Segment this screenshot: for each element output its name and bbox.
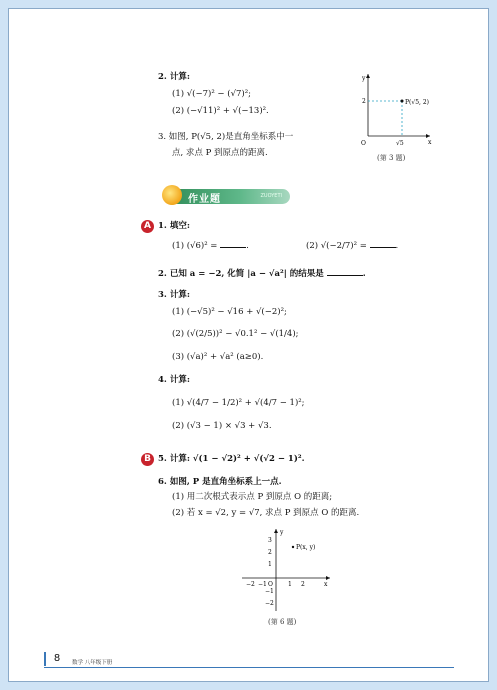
q3-top-line1: 3. 如图, P(√5, 2)是直角坐标系中一 [158, 132, 294, 142]
qa4-part1: (1) √(4/7 − 1/2)² + √(4/7 − 1)²; [172, 398, 305, 408]
qa4-title: 4. 计算: [158, 375, 190, 385]
fig6-x-axis-label: x [324, 581, 328, 588]
answer-blank [327, 267, 363, 276]
fig3-origin-label: O [361, 140, 366, 147]
footer-book-title: 数学 八年级下册 [72, 660, 113, 666]
q2-top-title: 2. 计算: [158, 72, 190, 82]
answer-blank [220, 239, 246, 248]
qb6-line1: 6. 如图, P 是直角坐标系上一点. [158, 477, 282, 487]
figure-q6-coordinate-plane [238, 525, 338, 615]
qa3-part3: (3) (√a)² + √a² (a≥0). [172, 352, 264, 362]
fig6-y-axis-label: y [280, 529, 284, 536]
qa3-part2: (2) (√(2/5))² − √0.1² − √(1/4); [172, 329, 299, 339]
fig6-x-tick: 2 [301, 581, 305, 588]
banner-subtitle: ZUOYETI [260, 193, 282, 199]
fig6-y-tick: −1 [265, 588, 274, 595]
qb6-part2: (2) 若 x = √2, y = √7, 求点 P 到原点 O 的距离. [172, 508, 360, 518]
homework-banner [166, 189, 290, 204]
fig6-origin-label: O [268, 581, 273, 588]
q3-top-line2: 点, 求点 P 到原点的距离. [172, 148, 268, 158]
fig6-y-tick: −2 [265, 600, 274, 607]
fig6-y-tick: 3 [268, 537, 272, 544]
fig3-x-tick: √5 [396, 140, 404, 147]
footer-divider [44, 667, 454, 668]
qa2: 2. 已知 a = −2, 化简 |a − √a²| 的结果是 . [158, 269, 366, 279]
fig6-y-tick: 2 [268, 549, 272, 556]
q2-top-part2: (2) (−√11)² + √(−13)². [172, 106, 269, 116]
qb6-part1: (1) 用二次根式表示点 P 到原点 O 的距离; [172, 492, 333, 502]
fig6-x-tick: −1 [258, 581, 267, 588]
q2-top-part1: (1) √(−7)² − (√7)²; [172, 89, 251, 99]
fig6-caption: (第 6 题) [268, 618, 297, 626]
qa1-part2: (2) √(−2/7)² = . [306, 241, 399, 251]
banner-title: 作业题 [188, 194, 221, 205]
fig6-y-tick: 1 [268, 561, 272, 568]
fig3-y-axis-label: y [362, 75, 366, 82]
qa3-part1: (1) (−√5)² − √16 + √(−2)²; [172, 307, 287, 317]
section-b-badge: B [141, 453, 154, 466]
qa4-part2: (2) (√3 − 1) × √3 + √3. [172, 421, 272, 431]
fig6-x-tick: −2 [246, 581, 255, 588]
fig6-point-label: P(x, y) [296, 544, 316, 551]
page-number: 8 [44, 652, 68, 666]
qa1-title: 1. 填空: [158, 221, 190, 231]
fig6-x-tick: 1 [288, 581, 292, 588]
qb5: 5. 计算: √(1 − √2)² + √(√2 − 1)². [158, 454, 305, 464]
answer-blank [370, 239, 396, 248]
fig3-y-tick: 2 [362, 98, 366, 105]
qa3-title: 3. 计算: [158, 290, 190, 300]
qa1-part1: (1) (√6)² = . [172, 241, 249, 251]
section-a-badge: A [141, 220, 154, 233]
fig3-point-label: P(√5, 2) [405, 99, 429, 106]
lightbulb-icon [162, 185, 182, 205]
fig3-caption: (第 3 题) [377, 154, 406, 162]
fig3-x-axis-label: x [428, 139, 432, 146]
